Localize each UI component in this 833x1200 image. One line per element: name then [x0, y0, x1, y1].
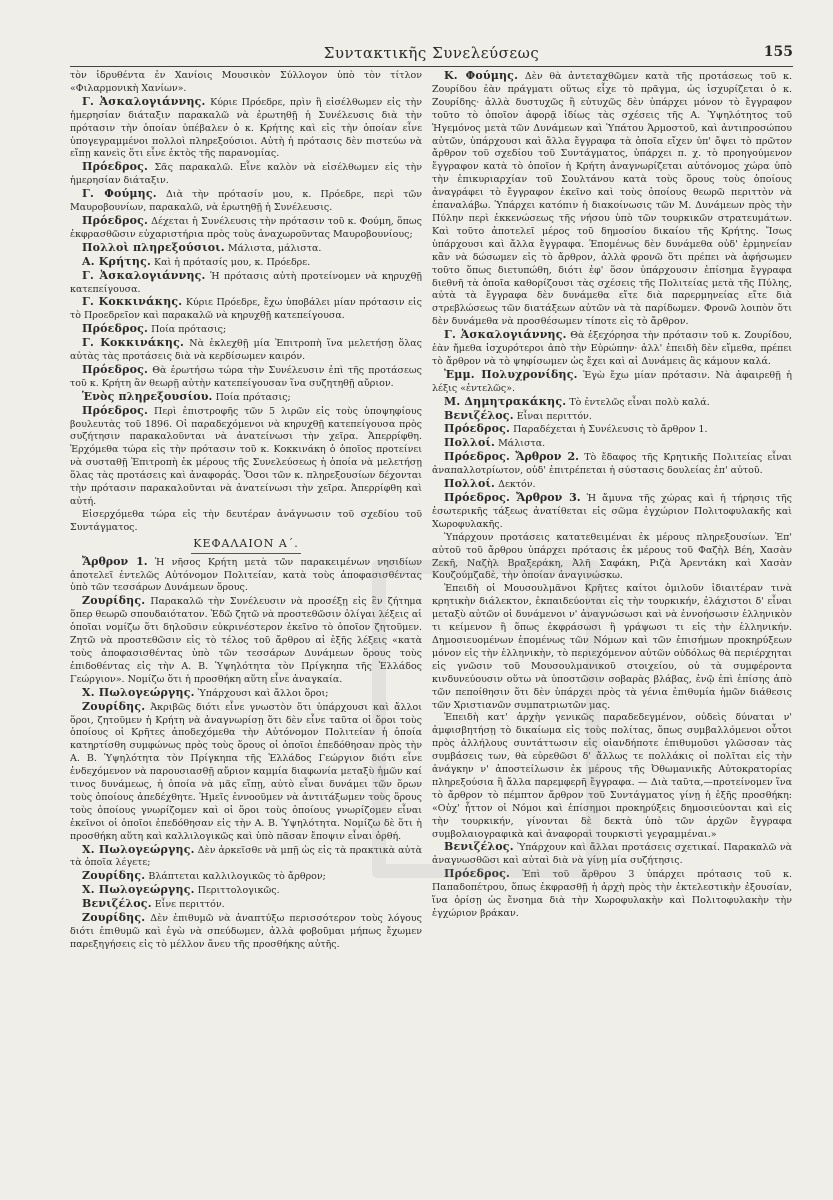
- speaker-name: Πολλοὶ πληρεξούσιοι.: [82, 240, 225, 254]
- speaker-name: Α. Κρήτης.: [82, 254, 151, 268]
- speaker-name: Ζουρίδης.: [82, 594, 146, 608]
- article-paragraph: Ἄρθρον 1. Ἡ νῆσος Κρήτη μετὰ τῶν παρακειμένων νησιδίων ἀποτελεῖ ἐντελῶς Αὐτόνομον Πολιτείαν, κατὰ τοὺς ἀποφασισθέντας ὑπὸ τῶν τεσσάρων Δυνάμεων ὅρους.: [70, 554, 422, 594]
- paragraph: Πρόεδρος. Ποία πρότασις;: [82, 322, 227, 336]
- paragraph: Μ. Δημητρακάκης. Τὸ ἐντελῶς εἶναι πολὺ καλά.: [444, 394, 710, 408]
- paragraph: Ζουρίδης. Δὲν ἐπιθυμῶ νὰ ἀναπτύξω περισσότερον τοὺς λόγους διότι ἐπιθυμῶ καὶ ἐγὼ νὰ σπεύδωμεν, ἀλλὰ φοβοῦμαι μήπως ἔχωμεν παρεξηγήσεις εἰς τὸ μέλλον ἄνευ τῆς προσθήκης αὐτῆς.: [70, 911, 422, 950]
- page-header: [70, 44, 793, 67]
- speaker-name: Χ. Πωλογεώργης.: [82, 883, 195, 897]
- paragraph: Κ. Φούμης. Δὲν θὰ ἀντεταχθῶμεν κατὰ τῆς προτάσεως τοῦ κ. Ζουρίδου ἐὰν πράγματι οὕτως εἶχε τὸ πρᾶγμα, ὡς ἰσχυρίζεται ὁ κ. Ζουρίδης· ἀλλὰ δυστυχῶς ἢ εὐτυχῶς δὲν ὑπάρχει μόνον τὸ ἔγγραφον τοῦτο τὸ ὁποῖον ἀφορᾷ ἰδίως τὰς σχέσεις τῆς Α. Ὑψηλότητος τοῦ Ἡγεμόνος μετὰ τῶν Δυνάμεων καὶ Ὑπάτου Ἁρμοστοῦ, καὶ ἀντιπροσώπου αὐτῶν, ὑπάρχουσι καὶ ἄλλα ἔγγραφα τὰ ὁποῖα εἴχεν ὑπ' ὄψει τὸ πρῶτον ἄρθρον τοῦ σχεδίου τοῦ Συντάγματος, ὑπάρχει π. χ. τὸ προηγούμενον ἔγγραφον κατὰ τὸ ὁποῖον ἡ Κρήτη ἀναγνωρίζεται αὐτόνομος χώρα ὑπὸ τὴν ἐπικυριαρχίαν τοῦ Σουλτάνου κατὰ τοὺς ὅρους τοὺς ὁποίους ἀναγράφει τὸ ἔγγραφον ἐκεῖνο καὶ τοὺς ὁποίους θεωρῶ περιττὸν νὰ ἐπαναλάβω. Ὑπάρχει κατόπιν ἡ διακοίνωσις τῶν Μ. Δυνάμεων πρὸς τὴν Πύλην περὶ ἐκκενώσεως τῆς νήσου ὑπὸ τῶν τουρκικῶν στρατευμάτων. Καὶ τοῦτο ἀποτελεῖ μέρος τοῦ δημοσίου δικαίου τῆς Κρήτης. Ἴσως ὑπάρχουσι καὶ ἄλλα ἔγγραφα. Ἑπομένως δὲν δυνάμεθα οὐδ' ἑρμηνείαν κἂν νὰ δώσωμεν εἰς τὸ ἄρθρον, ἀλλὰ φρονῶ ὅτι πρέπει νὰ ἀφήσωμεν τοῦτο ὅπως διετυπώθη, διότι ἐφ' ὅσον ὑπάρχουσιν ἐπίσημα ἔγγραφα διεθνῆ τὰ ὁποῖα καθορίζουσι τὰς σχέσεις τῆς Πολιτείας μετὰ τῆς Πύλης, αὐτὰ τὰ ἔγγραφα δὲν δυνάμεθα εἴτε διὰ παρερμηνείας εἴτε διὰ στρεβλώσεως τῶν διατάξεων αὐτῶν νὰ τὰ παρίδωμεν. Φρονῶ λοιπὸν ὅτι δὲν δυνάμεθα νὰ προσθέσωμεν τίποτε εἰς τὸ ἄρθρον.: [432, 70, 792, 328]
- article-number: Ἄρθρον 1.: [82, 554, 148, 568]
- paragraph: Ἐμμ. Πολυχρονίδης. Ἐγὼ ἔχω μίαν πρότασιν. Νὰ ἀφαιρεθῇ ἡ λέξις «ἐντελῶς».: [432, 367, 792, 394]
- paragraph: Ἐπειδὴ κατ' ἀρχὴν γενικῶς παραδεδεγμένον, οὐδεὶς δύναται ν' ἀμφισβητήσῃ τὸ δικαίωμα εἰς τοὺς πολίτας, ὅπως συμβαλλόμενοι οὗτοι πρὸς ἀλλήλους συντάττωσιν εἰς οἱανδήποτε ἐπιθυμοῦσι γλῶσσαν τὰς συμβάσεις των, θὰ εὑρεθῶσι δ' ἄλλως τε πολλάκις οἱ πολῖται εἰς τὴν ἀνάγκην ν' ἀποστείλωσιν ἐκ μέρους τῆς Ὀθωμανικῆς Αὐτοκρατορίας πληρεξούσια ἢ ἄλλα παρεμφερῆ ἔγγραφα. — Διὰ ταῦτα,—προτείνομεν ἵνα τὸ ἄρθρον τὸ πέμπτον ἄρθρον τοῦ Συντάγματος γίνῃ ἡ ἑξῆς προσθήκη: «Οὐχ' ἧττον οἱ Νόμοι καὶ ἐπίσημοι προκηρύξεις δημοσιεύονται καὶ εἰς τὴν τουρκικήν, γίνονται δὲ δεκτὰ ὑπὸ τῶν ἀρχῶν ἔγγραφα συμβολαιογραφικὰ καὶ ἀναφοραὶ τουρκιστὶ γεγραμμέναι.»: [432, 712, 792, 840]
- paragraph: Πρόεδρος. Περὶ ἐπιστροφῆς τῶν 5 λιρῶν εἰς τοὺς ὑποψηφίους βουλευτὰς τοῦ 1896. Οἱ παραδεχόμενοι νὰ κηρυχθῇ κατεπείγουσα πρὸς συζήτησιν παρακαλοῦνται νὰ ἀνατείνωσι τὴν χεῖρα. Ἀπερρίφθη. Ἐρχόμεθα τώρα εἰς τὴν πρότασιν τοῦ κ. Κοκκινάκη ὁ ὁποῖος προτείνει νὰ συσταθῇ Ἐπιτροπὴ ἐκ μέρους τῆς Συνελεύσεως ἡ ὁποία νὰ μελετήσῃ ὅλας τὰς προτάσεις καὶ ἀναφοράς. Ὅσοι τῶν κ. πληρεξουσίων δέχονται τὴν πρότασιν παρακαλοῦνται νὰ ἀνατείνωσι τὴν χεῖρα. Ἀπερρίφθη καὶ αὐτή.: [70, 403, 422, 507]
- paragraph: Πρόεδρος. Παραδέχεται ἡ Συνέλευσις τὸ ἄρθρον 1.: [444, 422, 708, 436]
- speaker-name: Πολλοί.: [444, 477, 496, 491]
- paragraph: Γ. Ἀσκαλογιάννης. Ἡ πρότασις αὐτὴ προτείνομεν νὰ κηρυχθῇ κατεπείγουσα.: [70, 268, 422, 295]
- chapter-heading: ΚΕΦΑΛΑΙΟΝ Α΄.: [193, 536, 299, 550]
- paragraph: Ἑνὸς πληρεξουσίου. Ποία πρότασις;: [82, 389, 291, 403]
- page-number: 155: [763, 44, 793, 60]
- speaker-name: Πρόεδρος.: [444, 450, 511, 464]
- speaker-name: Πρόεδρος.: [82, 403, 149, 417]
- paragraph: Γ. Φούμης. Διὰ τὴν πρότασίν μου, κ. Πρόεδρε, περὶ τῶν Μαυροβουνίων, παρακαλῶ, νὰ ἐρωτηθῇ ἡ Συνέλευσις.: [70, 187, 422, 214]
- paragraph: Ζουρίδης. Ἀκριβῶς διότι εἶνε γνωστὸν ὅτι ὑπάρχουσι καὶ ἄλλοι ὅροι, ζητοῦμεν ἡ Κρήτη νὰ ἀναγνωρίσῃ ὅτι δὲν εἶνε ταῦτα οἱ ὅροι τοὺς ὁποίους οἱ Κρῆτες ἀποδεχόμεθα τὴν Αὐτόνομον Πολιτείαν ἡ ὁποία κατηρτίσθη συμφώνως πρὸς τοὺς ὅρους οἱ ὁποῖοι ἐπεδόθησαν πρὸς τὴν Α. Β. Ὑψηλότητα τὸν Πρίγκηπα τῆς Ἑλλάδος Γεώργιον διότι εἶνε ἐνδεχόμενον νὰ παρουσιασθῇ αὔριον καμμία διαφωνία μεταξὺ ἡμῶν καί τινος δυνάμεως, ἡ ὁποία νὰ μᾶς εἴπῃ, αὐτὸ εἶναι δυνάμει τῶν ὅρων τοὺς ὁποίους ἀπεδέχθητε. Ἡμεῖς ἐννοοῦμεν νὰ ἀντιτάξωμεν τοὺς ὅρους τοὺς ὁποίους γνωρίζομεν καὶ οἱ ὅροι τοὺς ὁποίους γνωρίζομεν εἶναι ἐκεῖνοι οἱ ὁποῖοι ἐπεδόθησαν εἰς τὴν Α. Β. Ὑψηλότητα. Νομίζω δὲ ὅτι ἡ προσθήκη αὕτη καὶ καλλιλογικῶς καὶ ὑπὸ πᾶσαν ἔποψιν εἶναι ὀρθή.: [70, 699, 422, 842]
- left-column: [70, 70, 422, 1160]
- paragraph: Γ. Κοκκινάκης. Κύριε Πρόεδρε, ἔχω ὑποβάλει μίαν πρότασιν εἰς τὸ Προεδρεῖον καὶ παρακαλῶ νὰ κηρυχθῇ κατεπείγουσα.: [70, 295, 422, 322]
- paragraph: Α. Κρήτης. Καὶ ἡ πρότασίς μου, κ. Πρόεδρε.: [82, 254, 311, 268]
- paragraph: Εἰσερχόμεθα τώρα εἰς τὴν δευτέραν ἀνάγνωσιν τοῦ σχεδίου τοῦ Συντάγματος.: [70, 508, 422, 533]
- paragraph: Ὑπάρχουν προτάσεις κατατεθειμέναι ἐκ μέρους πληρεξουσίων. Ἐπ' αὐτοῦ τοῦ ἄρθρου ὑπάρχει πρότασις ἐκ μέρους τοῦ Φαζὴλ Βέη, Χασὰν Ζεκῆ, Ναζὴλ Βραξεράκη, Ἀλῆ Σαφάκη, Ριζὰ Ἀρεντάκη καὶ Χασὰν Κουζούμζαδὲ, τὴν ὁποίαν ἀναγινώσκω.: [432, 531, 792, 582]
- speaker-name: Ζουρίδης.: [82, 869, 146, 883]
- paragraph: Ζουρίδης. Βλάπτεται καλλιλογικῶς τὸ ἄρθρον;: [82, 869, 326, 883]
- speaker-name: Πολλοί.: [444, 436, 496, 450]
- speaker-name: Χ. Πωλογεώργης.: [82, 685, 195, 699]
- speaker-name: Γ. Ἀσκαλογιάννης.: [444, 328, 567, 342]
- speaker-name: Ἐμμ. Πολυχρονίδης.: [444, 367, 578, 381]
- speaker-name: Βενιζέλος.: [82, 897, 152, 911]
- article-number: Ἄρθρον 3.: [516, 491, 581, 504]
- article-number: Ἄρθρον 2.: [515, 450, 579, 464]
- running-head: Συντακτικῆς Συνελεύσεως: [323, 44, 540, 62]
- paragraph: Ἐπειδὴ οἱ Μουσουλμᾶνοι Κρῆτες καίτοι ὁμιλοῦν ἰδιαιτέραν τινὰ κρητικὴν διάλεκτον, ἐκπαιδεύονται εἰς τὴν τουρκικήν, ἐλάχιστοι δ' εἶναι μεταξὺ αὐτῶν οἱ δυνάμενοι ν' ἀναγνώσωσι καὶ νὰ ἐννοήσωσιν ἑλληνικὸν τι κείμενον ἢ ὅπως ἐκφράσωσι ἢ γράψωσι τι εἰς τὴν ἑλληνικήν. Δημοσιευομένων ἑπομένως τῶν Νόμων καὶ τῶν ἐπισήμων προκηρύξεων μόνον εἰς τὴν ἑλληνικὴν, τὸ περιεχόμενον αὐτῶν οὐδόλως θὰ περιέρχηται εἰς γνῶσιν τοῦ Μουσουλμανικοῦ στοιχείου, οὐ τὰ συμφέροντα κινδυνεύουσιν οὕτω νὰ ὑποστῶσιν σοβαρὰς βλάβας, ἐνῷ ἐπὶ ἐπίσης ἀπὸ τῶν πεποίθησιν ὅτι δὲν ὑπάρχει πρὸς τὰ γένια ἐπιθυμία ἡμῶν διάθεσις τῶν Χριστιανῶν συμπατριωτῶν μας.: [432, 583, 792, 711]
- paragraph: Πολλοί. Δεκτόν.: [444, 477, 536, 491]
- speaker-name: Γ. Κοκκινάκης.: [82, 336, 185, 350]
- paragraph: Χ. Πωλογεώργης. Ὑπάρχουσι καὶ ἄλλοι ὅροι;: [82, 685, 329, 699]
- paragraph: τὸν ἱδρυθέντα ἐν Χανίοις Μουσικὸν Σύλλογον ὑπὸ τὸν τίτλον «Φιλαρμονικὴ Χανίων».: [70, 70, 422, 94]
- chapter-rule: [191, 553, 301, 554]
- speaker-name: Πρόεδρος.: [444, 422, 511, 436]
- speaker-name: Πρόεδρος.: [82, 213, 149, 227]
- paragraph: Πρόεδρος. Σᾶς παρακαλῶ. Εἶνε καλὸν νὰ εἰσέλθωμεν εἰς τὴν ἡμερησίαν διάταξιν.: [70, 160, 422, 187]
- speaker-name: Πρόεδρος.: [82, 322, 149, 336]
- speaker-name: Κ. Φούμης.: [444, 70, 519, 82]
- speaker-name: Ζουρίδης.: [82, 911, 146, 925]
- paragraph: Χ. Πωλογεώργης. Δὲν ἀρκεῖσθε νὰ μπῇ ὡς εἰς τὰ πρακτικὰ αὐτὰ τὰ ὁποῖα λέγετε;: [70, 842, 422, 869]
- speaker-name: Πρόεδρος.: [82, 362, 149, 376]
- paragraph: Πρόεδρος. Ἄρθρον 3. Ἡ ἄμυνα τῆς χώρας καὶ ἡ τήρησις τῆς ἐσωτερικῆς τάξεως ἀνατίθεται εἰς σῶμα ἐγχώριον Πολιτοφυλακῆς καὶ Χωροφυλακῆς.: [432, 491, 792, 530]
- paragraph: Χ. Πωλογεώργης. Περιττολογικῶς.: [82, 883, 280, 897]
- speaker-name: Βενιζέλος.: [444, 840, 514, 854]
- speaker-name: Γ. Ἀσκαλογιάννης.: [82, 268, 206, 282]
- speaker-name: Χ. Πωλογεώργης.: [82, 842, 195, 856]
- paragraph: Γ. Κοκκινάκης. Νὰ ἐκλεχθῇ μία Ἐπιτροπὴ ἵνα μελετήσῃ ὅλας αὐτὰς τὰς προτάσεις διὰ νὰ κερδίσωμεν καιρόν.: [70, 336, 422, 363]
- paragraph: Γ. Ἀσκαλογιάννης. Θὰ ἐξεχόρησα τὴν πρότασιν τοῦ κ. Ζουρίδου, ἐὰν ἤμεθα ἰσχυρότεροι ἀπὸ τὴν Εὐρώπην· ἀλλ' ἐπειδὴ δὲν εἴμεθα, πρέπει τὸ ἄρθρον νὰ τὸ ψηφίσωμεν ὡς ἔχει καὶ αἱ Δυνάμεις ἂς κάμουν καλά.: [432, 328, 792, 367]
- paragraph: Ζουρίδης. Παρακαλῶ τὴν Συνέλευσιν νὰ προσέξῃ εἰς ἓν ζήτημα ὅπερ θεωρῶ σπουδαιότατον. Ἐδῶ ζητῶ νὰ προστεθῶσιν ὀλίγαι λέξεις αἱ ὁποῖαι νομίζω ὅτι δηλοῦσιν εὐκρινέστερον ἐκεῖνο τὸ ὁποῖον ζητοῦμεν. Ζητῶ νὰ προστεθῶσιν εἰς τὸ τέλος τοῦ ἄρθρου αἱ ἑξῆς λέξεις «κατὰ τοὺς ἀποφασισθέντας ὑπὸ τῶν τεσσάρων Δυνάμεων ὅρους τοὺς ἐπιδοθέντας εἰς τὴν Α. Β. Ὑψηλότητα τὸν Πρίγκηπα τῆς Ἑλλάδος Γεώργιον». Νομίζω ὅτι ἡ προσθήκη αὕτη εἶνε ἀναγκαία.: [70, 594, 422, 685]
- paragraph: Πρόεδρος. Ἄρθρον 2. Τὸ ἔδαφος τῆς Κρητικῆς Πολιτείας εἶναι ἀναπαλλοτρίωτον, οὐδ' ἐπιτρέπεται ἡ σύστασις δουλείας ἐπ' αὐτοῦ.: [432, 450, 792, 477]
- paragraph: Πρόεδρος. Θὰ ἐρωτήσω τώρα τὴν Συνέλευσιν ἐπὶ τῆς προτάσεως τοῦ κ. Κρήτη ἂν θεωρῇ αὐτὴν κατεπείγουσαν ἵνα συζητηθῇ αὔριον.: [70, 362, 422, 389]
- paragraph: Πολλοί. Μάλιστα.: [444, 436, 546, 450]
- paragraph: Βενιζέλος. Εἶναι περιττόν.: [444, 408, 592, 422]
- speaker-name: Πρόεδρος.: [82, 160, 149, 174]
- paragraph: Πρόεδρος. Ἐπὶ τοῦ ἄρθρου 3 ὑπάρχει πρότασις τοῦ κ. Παπαδοπέτρου, ὅπως ἐκφρασθῇ ἡ ἀρχὴ πρὸς τὴν ἐκτελεστικὴν ἐξουσίαν, ἵνα ὁρίσῃ ὡς ἔνσημα διὰ τὴν Χωροφυλακὴν καὶ Πολιτοφυλακὴν τὴν ἐγχώριον βράκαν.: [432, 867, 792, 919]
- speaker-name: Γ. Κοκκινάκης.: [82, 295, 183, 309]
- speaker-name: Ἑνὸς πληρεξουσίου.: [82, 389, 213, 403]
- paragraph: Γ. Ἀσκαλογιάννης. Κύριε Πρόεδρε, πρὶν ἢ εἰσέλθωμεν εἰς τὴν ἡμερησίαν διάταξιν παρακαλῶ νὰ ἐρωτηθῇ ἡ Συνέλευσις διὰ τὴν πρότασιν τὴν ὁποίαν ὑπέβαλεν ὁ κ. Κρήτης καὶ εἰς τὴν ὁποίαν εἶνε ὑπογεγραμμένοι πολλοὶ πληρεξούσιοι. Αὐτὴ ἡ πρότασις δὲν πιστεύω νὰ εἴπῃ κανεὶς ὅτι εἶνε ἐκτὸς τῆς παρανομίας.: [70, 94, 422, 160]
- paragraph: Πολλοὶ πληρεξούσιοι. Μάλιστα, μάλιστα.: [82, 240, 322, 254]
- speaker-name: Ζουρίδης.: [82, 699, 146, 713]
- speaker-name: Πρόεδρος.: [444, 867, 511, 881]
- paragraph: Πρόεδρος. Δέχεται ἡ Συνέλευσις τὴν πρότασιν τοῦ κ. Φούμη, ὅπως ἐκφρασθῶσιν εὐχαριστήρια πρὸς τοὺς ἀναχωροῦντας Μαυροβουνίους;: [70, 213, 422, 240]
- speaker-name: Γ. Φούμης.: [82, 187, 157, 201]
- speaker-name: Γ. Ἀσκαλογιάννης.: [82, 94, 206, 108]
- speaker-name: Μ. Δημητρακάκης.: [444, 394, 567, 408]
- paragraph: Βενιζέλος. Εἶνε περιττόν.: [82, 897, 225, 911]
- paragraph: Βενιζέλος. Ὑπάρχουν καὶ ἄλλαι προτάσεις σχετικαί. Παρακαλῶ νὰ ἀναγνωσθῶσι καὶ αὐταὶ διὰ νὰ γίνῃ μία συζήτησις.: [432, 840, 792, 867]
- speaker-name: Βενιζέλος.: [444, 408, 514, 422]
- right-column: [432, 70, 792, 1160]
- speaker-name: Πρόεδρος.: [444, 491, 511, 504]
